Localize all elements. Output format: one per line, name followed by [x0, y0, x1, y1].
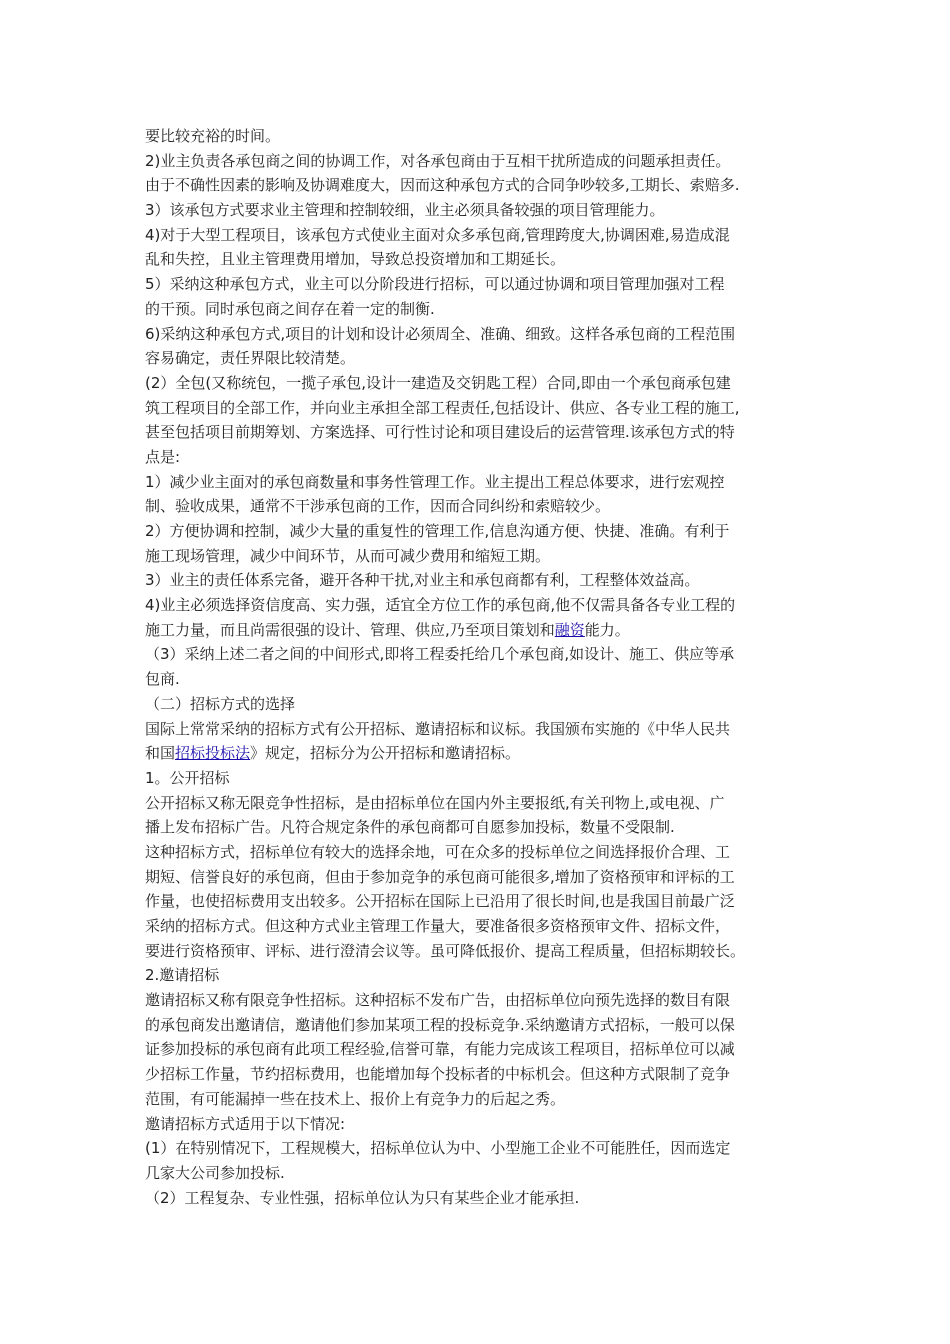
text-run: 施工力量，而且尚需很强的设计、管理、供应,乃至项目策划和	[145, 620, 555, 639]
text-run: （2）工程复杂、专业性强，招标单位认为只有某些企业才能承担.	[145, 1188, 580, 1207]
text-run: 3）该承包方式要求业主管理和控制较细，业主必须具备较强的项目管理能力。	[145, 201, 665, 220]
text-run: 公开招标又称无限竞争性招标，是由招标单位在国内外主要报纸,有关刊物上,或电视、广	[145, 793, 725, 812]
text-run: 邀请招标又称有限竞争性招标。这种招标不发布广告，由招标单位向预先选择的数目有限	[145, 991, 731, 1010]
text-run: 》规定，招标分为公开招标和邀请招标。	[250, 744, 521, 763]
text-line	[145, 939, 815, 964]
text-line	[145, 470, 815, 495]
text-run: 3）业主的责任体系完备，避开各种干扰,对业主和承包商都有利，工程整体效益高。	[145, 571, 700, 590]
hyperlink[interactable]: 融资	[554, 620, 585, 639]
text-line	[145, 791, 815, 816]
text-run: 证参加投标的承包商有此项工程经验,信誉可靠，有能力完成该工程项目，招标单位可以减	[145, 1040, 735, 1059]
text-line	[145, 988, 815, 1013]
text-line	[145, 173, 815, 198]
text-run: (2）全包(又称统包，一揽子承包,设计一建造及交钥匙工程）合同,即由一个承包商承包建	[145, 373, 731, 392]
text-run: 甚至包括项目前期筹划、方案选择、可行性讨论和项目建设后的运营管理.该承包方式的特	[145, 423, 735, 442]
text-line	[145, 223, 815, 248]
text-run: 少招标工作量，节约招标费用，也能增加每个投标者的中标机会。但这种方式限制了竞争	[145, 1065, 731, 1084]
text-line	[145, 618, 815, 643]
text-line	[145, 963, 815, 988]
hyperlink[interactable]: 招标投标法	[175, 744, 251, 763]
text-line	[145, 198, 815, 223]
text-line	[145, 346, 815, 371]
text-line	[145, 519, 815, 544]
text-line	[145, 889, 815, 914]
text-line	[145, 494, 815, 519]
text-run: 由于不确性因素的影响及协调难度大，因而这种承包方式的合同争吵较多,工期长、索赔多.	[145, 176, 740, 195]
text-line	[145, 840, 815, 865]
text-run: （3）采纳上述二者之间的中间形式,即将工程委托给几个承包商,如设计、施工、供应等承	[145, 645, 735, 664]
text-line	[145, 1112, 815, 1137]
document-body	[145, 124, 815, 1210]
text-line	[145, 322, 815, 347]
text-line	[145, 1186, 815, 1211]
text-line	[145, 124, 815, 149]
text-run: 和国	[145, 744, 176, 763]
text-line	[145, 149, 815, 174]
text-run: 筑工程项目的全部工作，并向业主承担全部工程责任,包括设计、供应、各专业工程的施工,	[145, 398, 740, 417]
text-line	[145, 766, 815, 791]
text-line	[145, 272, 815, 297]
text-line	[145, 568, 815, 593]
text-run: 要进行资格预审、评标、进行澄清会议等。虽可降低报价、提高工程质量，但招标期较长。	[145, 941, 746, 960]
text-run: 1。公开招标	[145, 768, 230, 787]
text-run: 的干预。同时承包商之间存在着一定的制衡.	[145, 299, 435, 318]
text-line	[145, 717, 815, 742]
text-run: 点是:	[145, 447, 181, 466]
text-line	[145, 593, 815, 618]
text-run: 6)采纳这种承包方式,项目的计划和设计必须周全、准确、细致。这样各承包商的工程范围	[145, 324, 736, 343]
text-run: 包商.	[145, 670, 180, 689]
text-run: 容易确定，责任界限比较清楚。	[145, 349, 356, 368]
text-run: 1）减少业主面对的承包商数量和事务性管理工作。业主提出工程总体要求，进行宏观控	[145, 472, 725, 491]
text-line	[145, 1161, 815, 1186]
text-line	[145, 642, 815, 667]
text-run: 施工现场管理，减少中间环节，从而可减少费用和缩短工期。	[145, 546, 551, 565]
text-run: 乱和失控，且业主管理费用增加，导致总投资增加和工期延长。	[145, 250, 566, 269]
text-run: 制、验收成果，通常不干涉承包商的工作，因而合同纠纷和索赔较少。	[145, 497, 611, 516]
text-line	[145, 544, 815, 569]
text-line	[145, 420, 815, 445]
text-run: 作量，也使招标费用支出较多。公开招标在国际上已沿用了很长时间,也是我国目前最广泛	[145, 892, 735, 911]
text-line	[145, 297, 815, 322]
text-line	[145, 815, 815, 840]
text-run: 4)对于大型工程项目，该承包方式使业主面对众多承包商,管理跨度大,协调困难,易造成混	[145, 225, 730, 244]
text-run: 采纳的招标方式。但这种方式业主管理工作量大，要准备很多资格预审文件、招标文件，	[145, 917, 731, 935]
text-line	[145, 1062, 815, 1087]
text-line	[145, 1136, 815, 1161]
text-run: (1）在特别情况下，工程规模大，招标单位认为中、小型施工企业不可能胜任，因而选定	[145, 1139, 731, 1158]
text-run: 几家大公司参加投标.	[145, 1163, 285, 1182]
text-run: 期短、信誉良好的承包商，但由于参加竞争的承包商可能很多,增加了资格预审和评标的工	[145, 867, 735, 886]
text-run: （二）招标方式的选择	[145, 694, 296, 713]
text-run: 2）方便协调和控制，减少大量的重复性的管理工作,信息沟通方便、快捷、准确。有利于	[145, 522, 730, 540]
text-run: 4)业主必须选择资信度高、实力强，适宜全方位工作的承包商,他不仅需具备各专业工程的	[145, 596, 736, 615]
text-line	[145, 1087, 815, 1112]
text-line	[145, 741, 815, 766]
text-line	[145, 371, 815, 396]
text-run: 2)业主负责各承包商之间的协调工作，对各承包商由于互相干扰所造成的问题承担责任。	[145, 151, 731, 170]
text-line	[145, 1013, 815, 1038]
text-run: 要比较充裕的时间。	[145, 127, 281, 145]
text-run: 国际上常常采纳的招标方式有公开招标、邀请招标和议标。我国颁布实施的《中华人民共	[145, 719, 731, 738]
text-run: 5）采纳这种承包方式，业主可以分阶段进行招标，可以通过协调和项目管理加强对工程	[145, 275, 725, 294]
text-run: 能力。	[584, 620, 630, 639]
text-run: 范围，有可能漏掉一些在技术上、报价上有竞争力的后起之秀。	[145, 1089, 566, 1108]
text-run: 播上发布招标广告。凡符合规定条件的承包商都可自愿参加投标，数量不受限制.	[145, 818, 675, 837]
text-line	[145, 914, 815, 939]
text-line	[145, 667, 815, 692]
text-run: 2.邀请招标	[145, 966, 220, 985]
text-run: 这种招标方式，招标单位有较大的选择余地，可在众多的投标单位之间选择报价合理、工	[145, 842, 731, 861]
text-line	[145, 865, 815, 890]
text-run: 邀请招标方式适用于以下情况:	[145, 1114, 346, 1133]
text-run: 的承包商发出邀请信，邀请他们参加某项工程的投标竞争.采纳邀请方式招标，一般可以保	[145, 1015, 735, 1034]
text-line	[145, 692, 815, 717]
text-line	[145, 247, 815, 272]
text-line	[145, 1037, 815, 1062]
text-line	[145, 445, 815, 470]
text-line	[145, 396, 815, 421]
